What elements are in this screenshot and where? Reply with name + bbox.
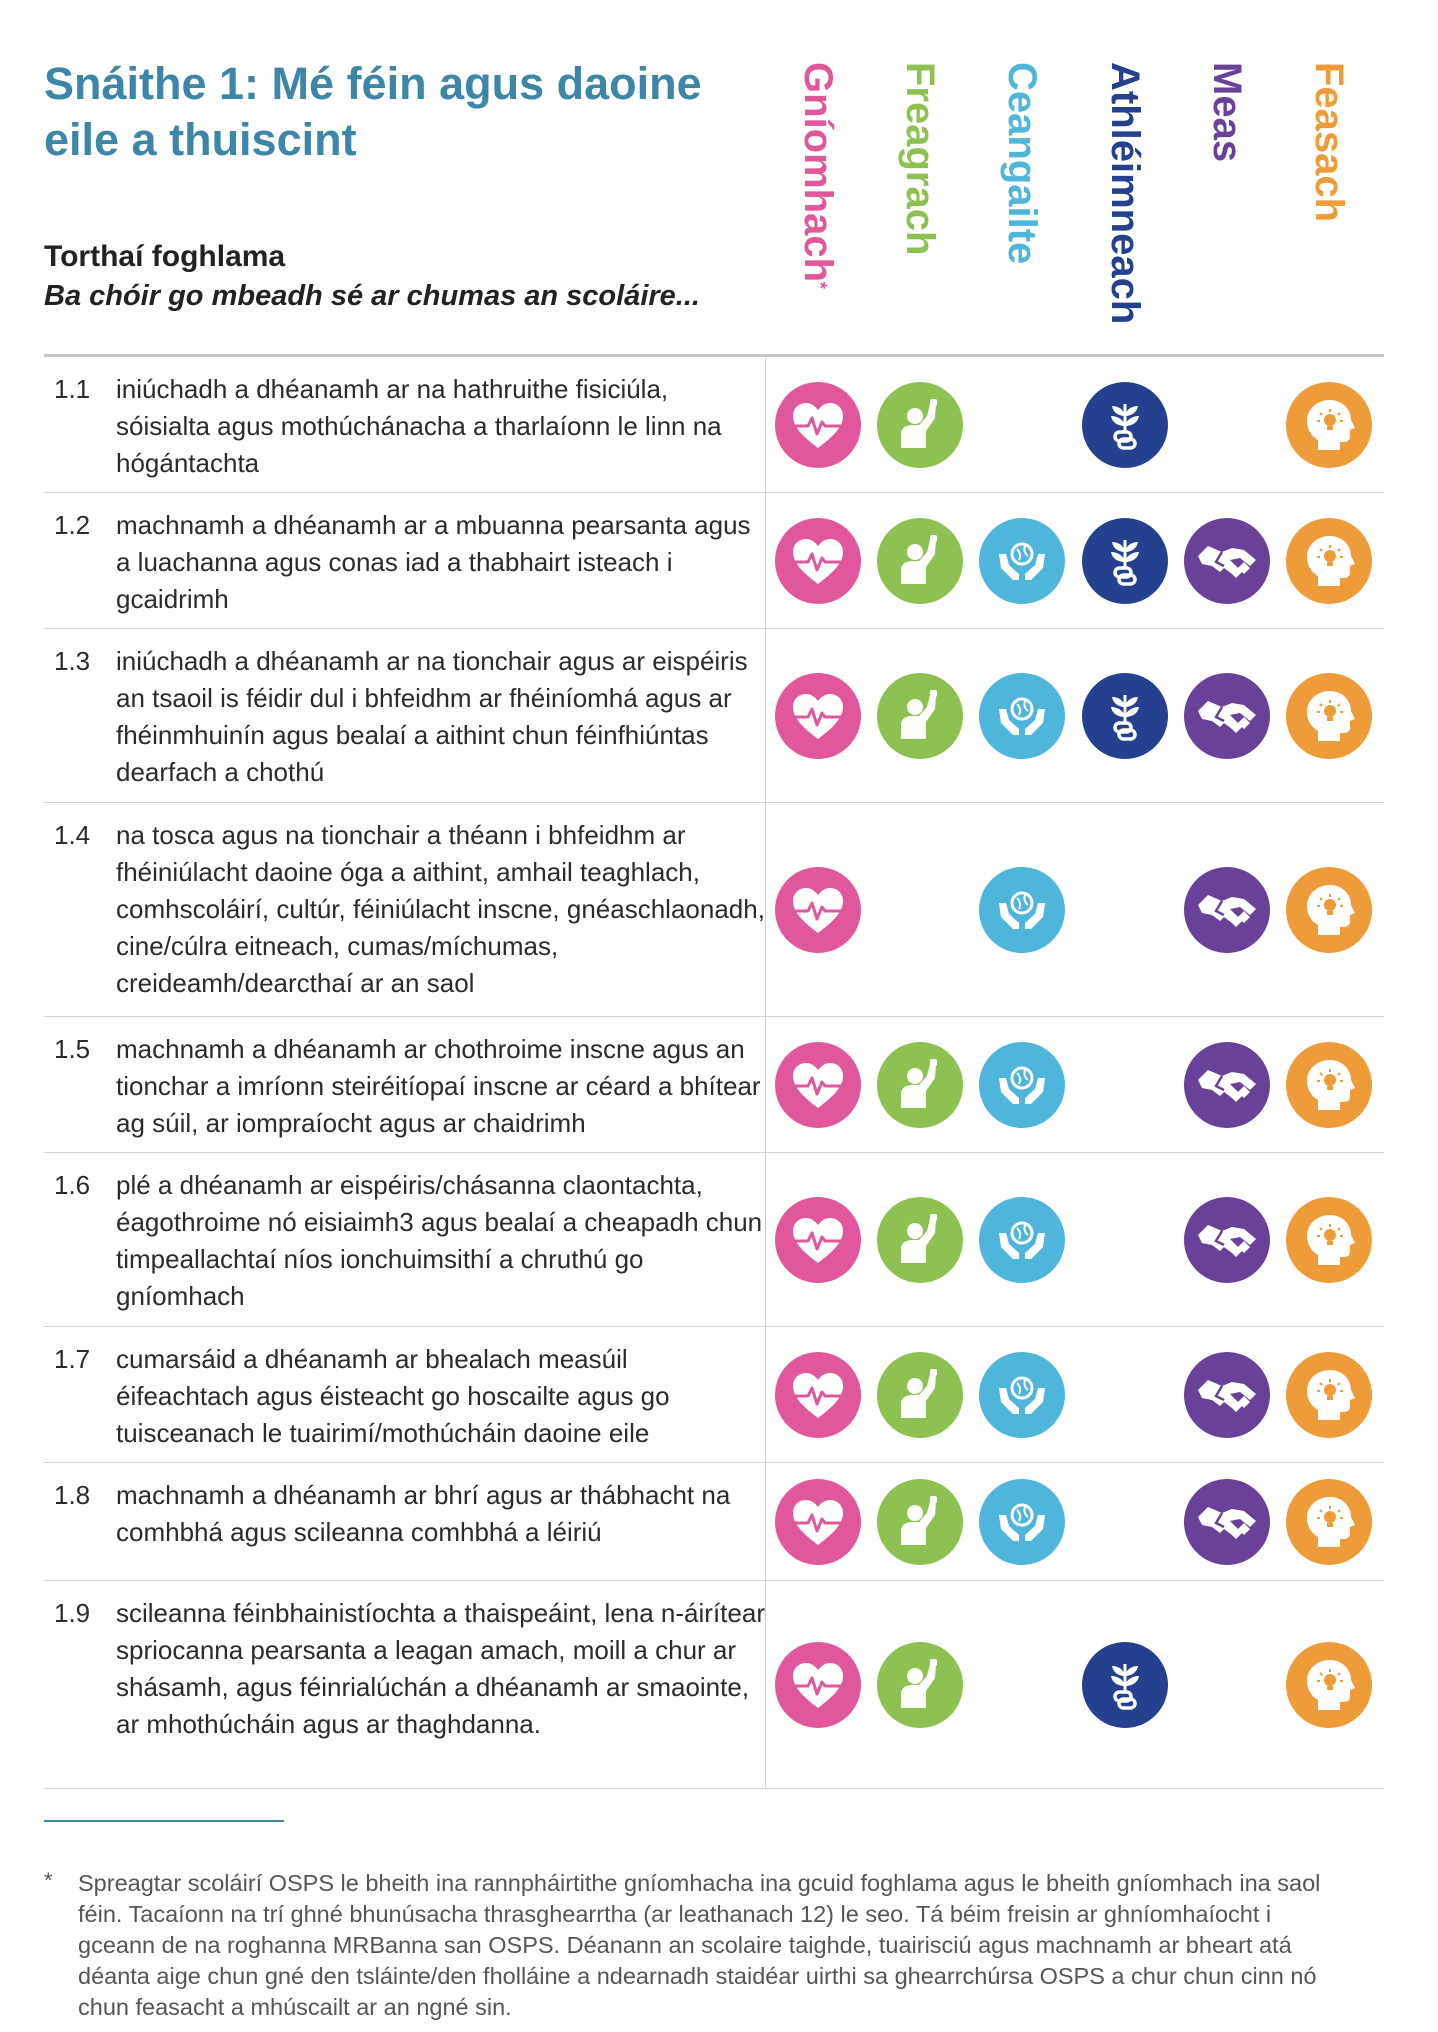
handshake-icon [1184, 867, 1270, 953]
head-lightbulb-icon [1286, 1042, 1372, 1128]
column-header-label: Gníomhach* [796, 62, 840, 290]
heart-pulse-icon [775, 1642, 861, 1728]
column-header-label: Ceangailte [1000, 62, 1044, 265]
heart-pulse-icon [775, 867, 861, 953]
raised-hand-person-icon [877, 1642, 963, 1728]
outcome-row-1-1 [44, 357, 1384, 493]
handshake-icon [1184, 1197, 1270, 1283]
handshake-icon [1184, 1352, 1270, 1438]
globe-hands-icon [979, 867, 1065, 953]
outcome-text: iniúchadh a dhéanamh ar na hathruithe fisiciúla, sóisialta agus mothúchánacha a tharlaíonn le linn na hógántachta [116, 374, 722, 478]
outcome-text: machnamh a dhéanamh ar chothroime inscne agus an tionchar a imríonn steiréitíopaí inscne ar céard a bhítear ag súil, ar iompraíocht agus ar chaidrimh [116, 1034, 761, 1138]
outcome-number: 1.3 [54, 646, 91, 676]
head-lightbulb-icon [1286, 518, 1372, 604]
raised-hand-person-icon [877, 1197, 963, 1283]
head-lightbulb-icon [1286, 1352, 1372, 1438]
head-lightbulb-icon [1286, 673, 1372, 759]
outcome-row-1-8 [44, 1463, 1384, 1581]
head-lightbulb-icon [1286, 1197, 1372, 1283]
raised-hand-person-icon [877, 1042, 963, 1128]
outcome-text: machnamh a dhéanamh ar a mbuanna pearsanta agus a luachanna agus conas iad a thabhairt isteach i gcaidrimh [116, 510, 751, 614]
column-header-gniomhach [795, 62, 849, 352]
outcome-number: 1.8 [54, 1480, 91, 1510]
handshake-icon [1184, 518, 1270, 604]
outcome-row-1-4 [44, 803, 1384, 1017]
handshake-icon [1184, 1042, 1270, 1128]
raised-hand-person-icon [877, 673, 963, 759]
heart-pulse-icon [775, 1197, 861, 1283]
globe-hands-icon [979, 1042, 1065, 1128]
column-header-label: Meas [1205, 62, 1249, 163]
heart-pulse-icon [775, 673, 861, 759]
footnote-divider [44, 1820, 284, 1822]
footnote-marker: * [44, 1868, 53, 1893]
outcome-row-1-3 [44, 629, 1384, 803]
raised-hand-person-icon [877, 1479, 963, 1565]
globe-hands-icon [979, 1479, 1065, 1565]
plant-chain-icon [1082, 518, 1168, 604]
plant-chain-icon [1082, 1642, 1168, 1728]
globe-hands-icon [979, 1197, 1065, 1283]
outcome-row-1-5 [44, 1017, 1384, 1153]
outcome-text: na tosca agus na tionchair a théann i bhfeidhm ar fhéiniúlacht daoine óga a aithint, amhail teaghlach, comhscoláirí, cultúr, féiniúlacht inscne, gnéaschlaonadh, cine/cúlra eitneach, cumas/míchumas, creideamh/dearcthaí ar an saol [116, 820, 765, 998]
column-header-freagrach [897, 62, 951, 352]
head-lightbulb-icon [1286, 1479, 1372, 1565]
outcome-text: iniúchadh a dhéanamh ar na tionchair agus ar eispéiris an tsaoil is féidir dul i bhfeidhm ar fhéiníomhá agus ar fhéinmhuinín agus bealaí a aithint chun féinfhiúntas dearfach a chothú [116, 646, 748, 787]
handshake-icon [1184, 673, 1270, 759]
outcome-text: machnamh a dhéanamh ar bhrí agus ar thábhacht na comhbhá agus scileanna comhbhá a léiriú [116, 1480, 731, 1547]
outcome-row-1-9 [44, 1581, 1384, 1789]
globe-hands-icon [979, 1352, 1065, 1438]
outcome-text: plé a dhéanamh ar eispéiris/chásanna claontachta, éagothroime nó eisiaimh3 agus bealaí a cheapadh chun timpeallachtaí níos ionchuimsithí a chruthú go gníomhach [116, 1170, 763, 1311]
heart-pulse-icon [775, 1479, 861, 1565]
globe-hands-icon [979, 673, 1065, 759]
column-header-footnote-marker: * [810, 282, 830, 290]
outcome-number: 1.7 [54, 1344, 91, 1374]
column-header-ceangailte [999, 62, 1053, 352]
globe-hands-icon [979, 518, 1065, 604]
outcome-number: 1.5 [54, 1034, 91, 1064]
plant-chain-icon [1082, 382, 1168, 468]
outcome-number: 1.4 [54, 820, 91, 850]
head-lightbulb-icon [1286, 1642, 1372, 1728]
learning-outcomes-heading: Torthaí foghlama [44, 240, 286, 273]
column-header-feasach [1306, 62, 1360, 352]
plant-chain-icon [1082, 673, 1168, 759]
raised-hand-person-icon [877, 382, 963, 468]
heart-pulse-icon [775, 382, 861, 468]
page-title: Snáithe 1: Mé féin agus daoine eile a thuiscint [44, 58, 702, 165]
column-header-label: Feasach [1307, 62, 1351, 223]
outcome-number: 1.9 [54, 1598, 91, 1628]
heart-pulse-icon [775, 518, 861, 604]
handshake-icon [1184, 1479, 1270, 1565]
heart-pulse-icon [775, 1042, 861, 1128]
raised-hand-person-icon [877, 518, 963, 604]
column-header-label: Athléimneach [1103, 62, 1147, 325]
head-lightbulb-icon [1286, 867, 1372, 953]
learning-outcomes-subheading: Ba chóir go mbeadh sé ar chumas an scoláire... [44, 280, 700, 312]
column-header-athleimneach [1102, 62, 1156, 352]
head-lightbulb-icon [1286, 382, 1372, 468]
outcome-number: 1.2 [54, 510, 91, 540]
outcome-number: 1.6 [54, 1170, 91, 1200]
column-header-label: Freagrach [898, 62, 942, 256]
outcome-text: scileanna féinbhainistíochta a thaispeáint, lena n-áirítear spriocanna pearsanta a leagan amach, moill a chur ar shásamh, agus féinrialúchán a dhéanamh ar smaointe, ar mhothúcháin agus ar thaghdanna. [116, 1598, 765, 1739]
outcome-row-1-6 [44, 1153, 1384, 1327]
column-header-meas [1204, 62, 1258, 352]
outcome-row-1-2 [44, 493, 1384, 629]
raised-hand-person-icon [877, 1352, 963, 1438]
heart-pulse-icon [775, 1352, 861, 1438]
outcome-number: 1.1 [54, 374, 91, 404]
outcome-row-1-7 [44, 1327, 1384, 1463]
footnote-text: Spreagtar scoláirí OSPS le bheith ina rannpháirtithe gníomhacha ina gcuid foghlama agus le bheith gníomhach ina saol féin. Tacaíonn na trí ghné bhunúsacha thrasghearrtha (ar leathanach 12) le seo. Tá béim freisin ar ghníomhaíocht i gceann de na roghanna MRBanna san OSPS. Déanann an scolaire taighde, tuairisciú agus machnamh ar bheart atá déanta aige chun gné den tsláinte/den fholláine a ndearnadh staidéar uirthi sa ghearrchúrsa OSPS a chur chun cinn nó chun feasacht a mhúscailt ar an ngné sin. [78, 1870, 1321, 2020]
outcome-text: cumarsáid a dhéanamh ar bhealach measúil éifeachtach agus éisteacht go hoscailte agus go tuisceanach le tuairimí/mothúcháin daoine eile [116, 1344, 670, 1448]
